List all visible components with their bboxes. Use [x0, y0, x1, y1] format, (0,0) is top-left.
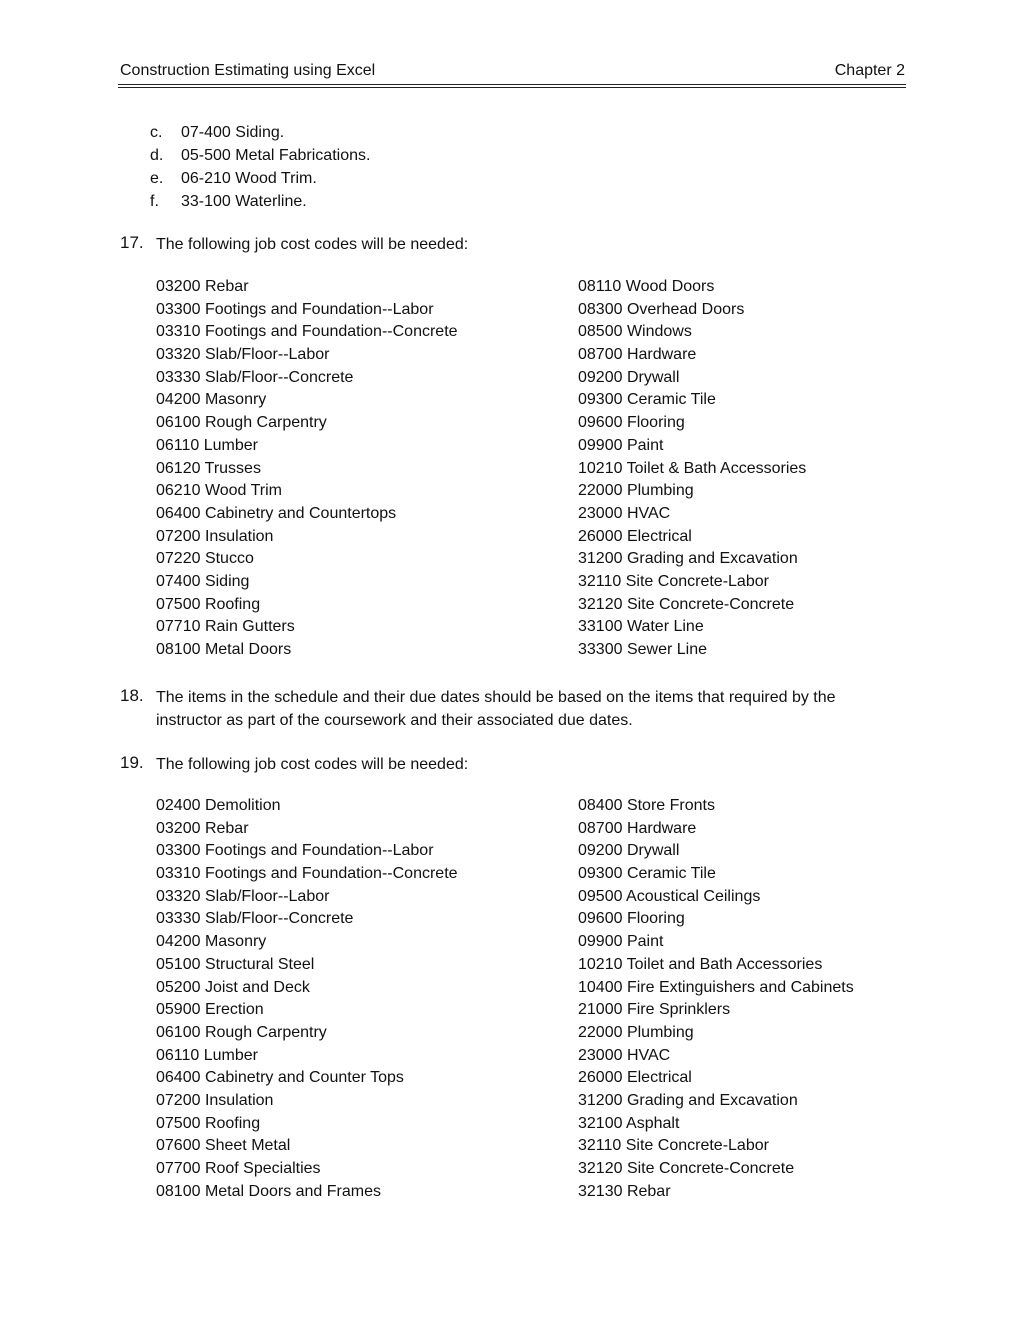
question-text [156, 686, 896, 732]
codes-column-right [578, 795, 854, 1203]
question-text-line: instructor as part of the coursework and their associated due dates. [156, 712, 633, 729]
list-letter: e. [150, 170, 164, 187]
cost-code-item: 26000 Electrical [578, 527, 692, 545]
cost-code-item: 10210 Toilet & Bath Accessories [578, 459, 807, 477]
list-item [150, 144, 370, 167]
cost-code-item: 03300 Footings and Foundation--Labor [156, 842, 434, 860]
cost-code-item: 08500 Windows [578, 323, 692, 341]
cost-code-item: 06400 Cabinetry and Countertops [156, 504, 397, 522]
cost-code-item: 23000 HVAC [578, 504, 671, 522]
cost-code-item: 05200 Joist and Deck [156, 978, 310, 996]
cost-code-item: 10210 Toilet and Bath Accessories [578, 955, 823, 973]
cost-code-item: 32110 Site Concrete-Labor [578, 1137, 769, 1155]
cost-code-item: 08100 Metal Doors [156, 641, 292, 658]
page-header [119, 62, 906, 84]
cost-code-item: 05900 Erection [156, 1001, 264, 1019]
cost-code-item: 33100 Water Line [578, 618, 704, 636]
cost-code-item: 07710 Rain Gutters [156, 618, 295, 636]
cost-code-item: 23000 HVAC [578, 1046, 671, 1064]
cost-code-item: 06120 Trusses [156, 459, 261, 477]
cost-code-item: 32110 Site Concrete-Labor [578, 572, 769, 590]
cost-code-item: 09300 Ceramic Tile [578, 391, 716, 409]
list-text: 06-210 Wood Trim. [181, 170, 317, 187]
lettered-list [150, 121, 370, 213]
question-number: 18. [120, 686, 144, 705]
cost-code-item: 07500 Roofing [156, 1114, 261, 1132]
cost-code-item: 03320 Slab/Floor--Labor [156, 887, 330, 905]
cost-code-item: 06110 Lumber [156, 436, 258, 454]
cost-code-item: 03330 Slab/Floor--Concrete [156, 910, 354, 928]
cost-code-item: 08300 Overhead Doors [578, 300, 745, 318]
cost-code-item: 09200 Drywall [578, 842, 680, 860]
cost-code-item: 21000 Fire Sprinklers [578, 1001, 731, 1019]
list-text: 05-500 Metal Fabrications. [181, 147, 371, 164]
cost-code-item: 03310 Footings and Foundation--Concrete [156, 865, 458, 883]
list-item [150, 121, 370, 144]
cost-code-item: 08400 Store Fronts [578, 797, 715, 814]
cost-code-item: 07500 Roofing [156, 595, 261, 613]
cost-code-item: 03200 Rebar [156, 819, 249, 837]
cost-code-item: 09600 Flooring [578, 414, 685, 432]
cost-code-item: 02400 Demolition [156, 797, 281, 814]
cost-code-item: 09200 Drywall [578, 368, 680, 386]
cost-code-item: 04200 Masonry [156, 391, 267, 409]
cost-code-item: 32120 Site Concrete-Concrete [578, 1160, 795, 1177]
header-rule-bottom [118, 87, 906, 88]
cost-code-item: 07700 Roof Specialties [156, 1160, 321, 1177]
cost-code-item: 33300 Sewer Line [578, 641, 707, 658]
cost-code-item: 03330 Slab/Floor--Concrete [156, 368, 354, 386]
cost-code-item: 26000 Electrical [578, 1069, 692, 1087]
list-letter: f. [150, 193, 159, 210]
list-letter: d. [150, 147, 164, 164]
cost-code-item: 22000 Plumbing [578, 1023, 694, 1041]
cost-code-item: 32100 Asphalt [578, 1114, 680, 1132]
cost-code-item: 03200 Rebar [156, 278, 249, 295]
cost-code-item: 31200 Grading and Excavation [578, 550, 798, 568]
cost-code-item: 06400 Cabinetry and Counter Tops [156, 1069, 404, 1087]
cost-code-item: 06210 Wood Trim [156, 482, 282, 500]
cost-code-item: 22000 Plumbing [578, 482, 694, 500]
codes-column-left [156, 795, 458, 1203]
cost-code-item: 06100 Rough Carpentry [156, 1023, 327, 1041]
cost-code-item: 06100 Rough Carpentry [156, 414, 327, 432]
cost-code-item: 07400 Siding [156, 572, 250, 590]
cost-code-item: 09500 Acoustical Ceilings [578, 887, 761, 905]
list-item [150, 190, 370, 213]
cost-code-item: 07200 Insulation [156, 527, 274, 545]
cost-code-item: 08110 Wood Doors [578, 278, 715, 295]
cost-code-item: 09900 Paint [578, 436, 664, 454]
chapter-label: Chapter 2 [834, 62, 905, 79]
cost-code-item: 07600 Sheet Metal [156, 1137, 291, 1155]
cost-code-item: 08700 Hardware [578, 346, 697, 364]
cost-code-item: 04200 Masonry [156, 933, 267, 951]
cost-code-item: 09300 Ceramic Tile [578, 865, 716, 883]
list-letter: c. [150, 124, 163, 141]
codes-column-left [156, 276, 458, 662]
list-text: 33-100 Waterline. [181, 193, 307, 210]
cost-code-item: 06110 Lumber [156, 1046, 258, 1064]
header-rule-top [118, 84, 906, 85]
cost-code-item: 10400 Fire Extinguishers and Cabinets [578, 978, 854, 996]
question-number: 19. [120, 753, 144, 772]
list-item [150, 167, 370, 190]
cost-code-item: 03320 Slab/Floor--Labor [156, 346, 330, 364]
question-number: 17. [120, 233, 144, 252]
cost-code-item: 05100 Structural Steel [156, 955, 315, 973]
cost-code-item: 03300 Footings and Foundation--Labor [156, 300, 434, 318]
book-title: Construction Estimating using Excel [120, 62, 376, 79]
codes-column-right [578, 276, 806, 662]
cost-code-item: 07200 Insulation [156, 1091, 274, 1109]
question-text-line: The items in the schedule and their due dates should be based on the items that required by the [156, 689, 836, 706]
question-text: The following job cost codes will be needed: [156, 236, 469, 253]
cost-code-item: 31200 Grading and Excavation [578, 1091, 798, 1109]
cost-code-item: 32120 Site Concrete-Concrete [578, 595, 795, 613]
cost-code-item: 03310 Footings and Foundation--Concrete [156, 323, 458, 341]
cost-code-item: 08100 Metal Doors and Frames [156, 1182, 381, 1200]
cost-code-item: 07220 Stucco [156, 550, 254, 568]
cost-code-item: 08700 Hardware [578, 819, 697, 837]
cost-code-item: 09600 Flooring [578, 910, 685, 928]
list-text: 07-400 Siding. [181, 124, 285, 141]
cost-code-item: 32130 Rebar [578, 1182, 671, 1200]
question-text: The following job cost codes will be needed: [156, 756, 469, 773]
cost-code-item: 09900 Paint [578, 933, 664, 951]
